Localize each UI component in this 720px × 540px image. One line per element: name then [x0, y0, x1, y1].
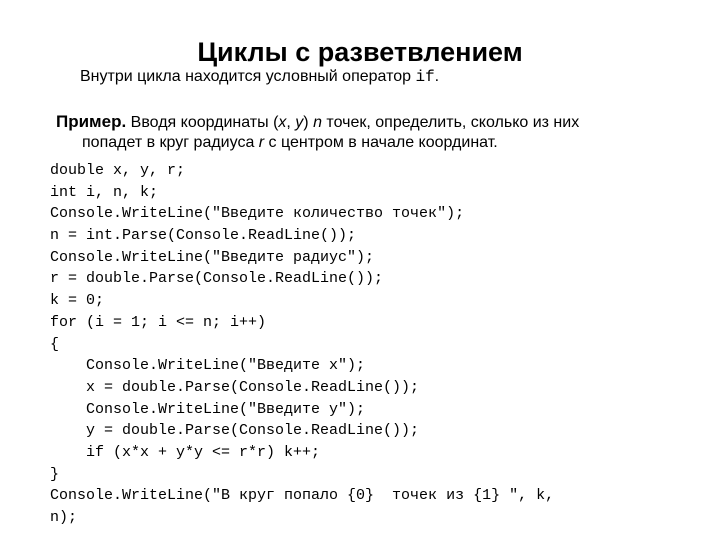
code-line: }: [50, 465, 60, 483]
code-line: double x, y, r;: [50, 162, 186, 179]
code-line: r = double.Parse(Console.ReadLine());: [50, 270, 384, 288]
code-line: k = 0;: [50, 292, 105, 310]
intro-keyword: if: [415, 68, 435, 86]
intro-text: [80, 67, 439, 87]
slide-title: Циклы с разветвлением: [197, 37, 523, 67]
code-line: Console.WriteLine("В круг попало {0} точек из {1} ", k,: [50, 487, 555, 505]
example-line-2: [56, 133, 676, 153]
example-text-5: попадет в круг радиуса: [82, 134, 259, 151]
code-line: x = double.Parse(Console.ReadLine());: [50, 378, 420, 396]
example-paragraph: [56, 112, 676, 153]
intro-sentence: Внутри цикла находится условный оператор: [80, 68, 416, 85]
code-line: y = double.Parse(Console.ReadLine());: [50, 422, 420, 440]
example-var-x: x: [278, 114, 287, 131]
example-text-2: ,: [286, 114, 296, 131]
code-line: n);: [50, 509, 78, 526]
code-line: Console.WriteLine("Введите x");: [50, 357, 366, 375]
code-line: for (i = 1; i <= n; i++): [50, 313, 267, 331]
code-line: Console.WriteLine("Введите количество точек");: [50, 205, 465, 223]
example-text-3: ): [303, 114, 314, 131]
code-line: Console.WriteLine("Введите y");: [50, 400, 366, 418]
example-lead: Пример.: [56, 112, 127, 131]
intro-period: .: [434, 68, 440, 85]
example-var-n: n: [313, 114, 322, 131]
code-line: if (x*x + y*y <= r*r) k++;: [50, 443, 321, 461]
example-text-4: точек, определить, сколько из них: [321, 114, 580, 131]
code-line: {: [50, 335, 60, 353]
example-text-1: Вводя координаты (: [126, 114, 279, 131]
example-text-6: с центром в начале координат.: [264, 134, 498, 151]
code-line: int i, n, k;: [50, 183, 159, 201]
example-var-y: y: [295, 114, 304, 131]
example-var-r: r: [258, 134, 265, 151]
code-block: [50, 160, 554, 529]
code-line: n = int.Parse(Console.ReadLine());: [50, 227, 357, 245]
code-line: Console.WriteLine("Введите радиус");: [50, 248, 375, 266]
